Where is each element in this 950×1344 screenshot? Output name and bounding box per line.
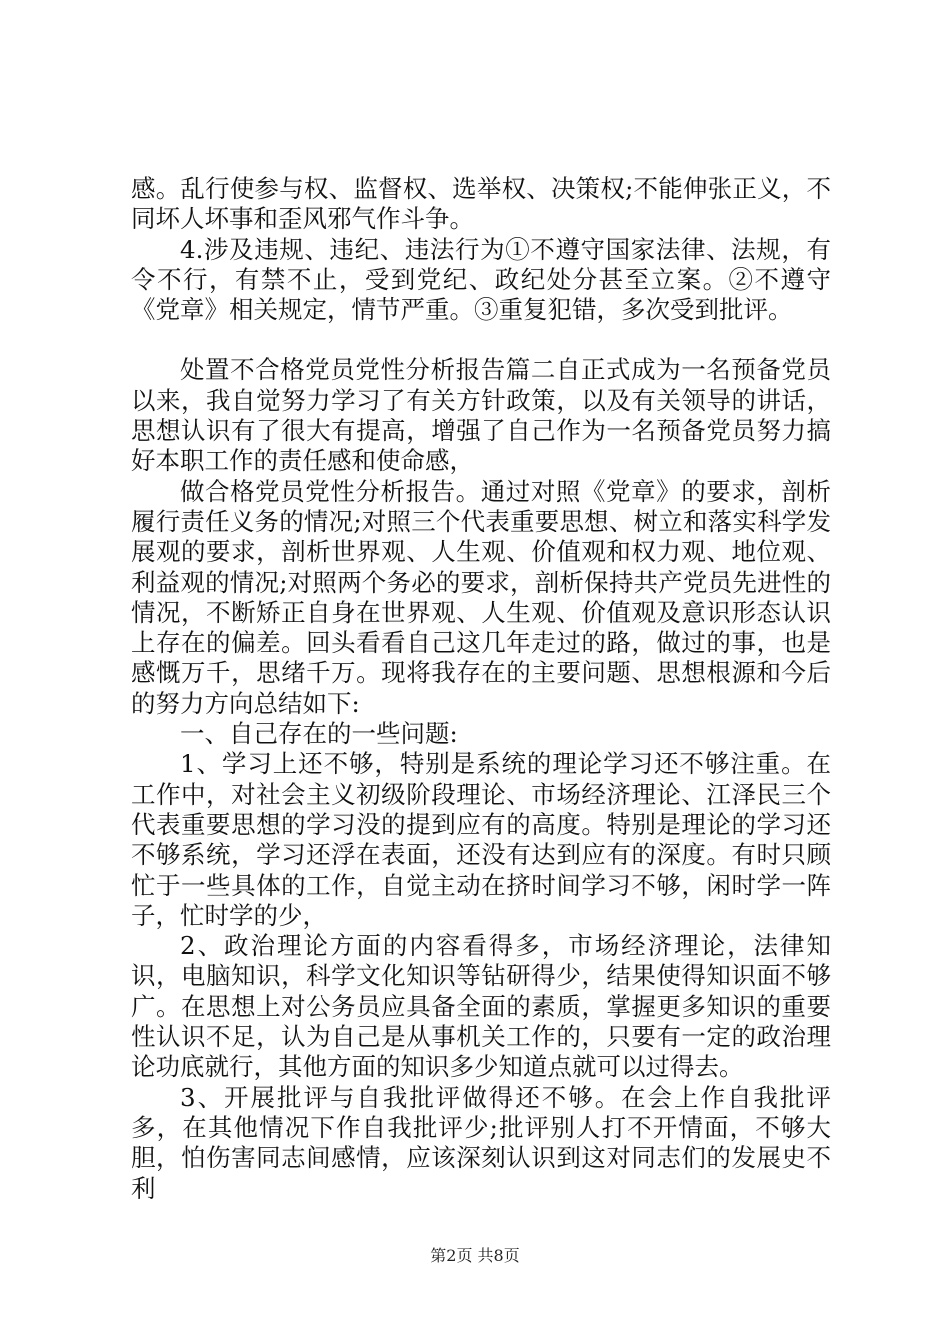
paragraph-problem-3: 3、开展批评与自我批评做得还不够。在会上作自我批评多，在其他情况下作自我批评少;批评别人打不开情面，不够大胆，怕伤害同志间感情，应该深刻认识到这对同志们的发展史不利 bbox=[131, 1082, 831, 1203]
paragraph-continuation: 感。乱行使参与权、监督权、选举权、决策权;不能伸张正义，不同坏人坏事和歪风邪气作斗争。 bbox=[131, 174, 831, 234]
paragraph-analysis: 做合格党员党性分析报告。通过对照《党章》的要求，剖析履行责任义务的情况;对照三个代表重要思想、树立和落实科学发展观的要求，剖析世界观、人生观、价值观和权力观、地位观、利益观的情况;对照两个务必的要求，剖析保持共产党员先进性的情况，不断矫正自身在世界观、人生观、价值观及意识形态认识上存在的偏差。回头看看自己这几年走过的路，做过的事，也是感慨万千，思绪千万。现将我存在的主要问题、思想根源和今后的努力方向总结如下: bbox=[131, 476, 831, 718]
paragraph-heading-problems: 一、自己存在的一些问题: bbox=[180, 719, 458, 749]
paragraph-section-two-intro: 处置不合格党员党性分析报告篇二自正式成为一名预备党员以来，我自觉努力学习了有关方针政策，以及有关领导的讲话，思想认识有了很大有提高，增强了自己作为一名预备党员努力搞好本职工作的责任感和使命感， bbox=[131, 355, 831, 476]
paragraph-item-4: 4.涉及违规、违纪、违法行为①不遵守国家法律、法规，有令不行，有禁不止，受到党纪、政纪处分甚至立案。②不遵守《党章》相关规定，情节严重。③重复犯错，多次受到批评。 bbox=[131, 234, 831, 325]
paragraph-problem-1: 1、学习上还不够，特别是系统的理论学习还不够注重。在工作中，对社会主义初级阶段理论、市场经济理论、江泽民三个代表重要思想的学习没的提到应有的高度。特别是理论的学习还不够系统，学习还浮在表面，还没有达到应有的深度。有时只顾忙于一些具体的工作，自觉主动在挤时间学习不够，闲时学一阵子，忙时学的少， bbox=[131, 749, 831, 930]
paragraph-problem-2: 2、政治理论方面的内容看得多，市场经济理论，法律知识，电脑知识，科学文化知识等钻研得少，结果使得知识面不够广。在思想上对公务员应具备全面的素质，掌握更多知识的重要性认识不足，认为自己是从事机关工作的，只要有一定的政治理论功底就行，其他方面的知识多少知道点就可以过得去。 bbox=[131, 931, 831, 1082]
document-body bbox=[131, 174, 831, 1204]
page-number: 第2页 共8页 bbox=[430, 1246, 520, 1265]
